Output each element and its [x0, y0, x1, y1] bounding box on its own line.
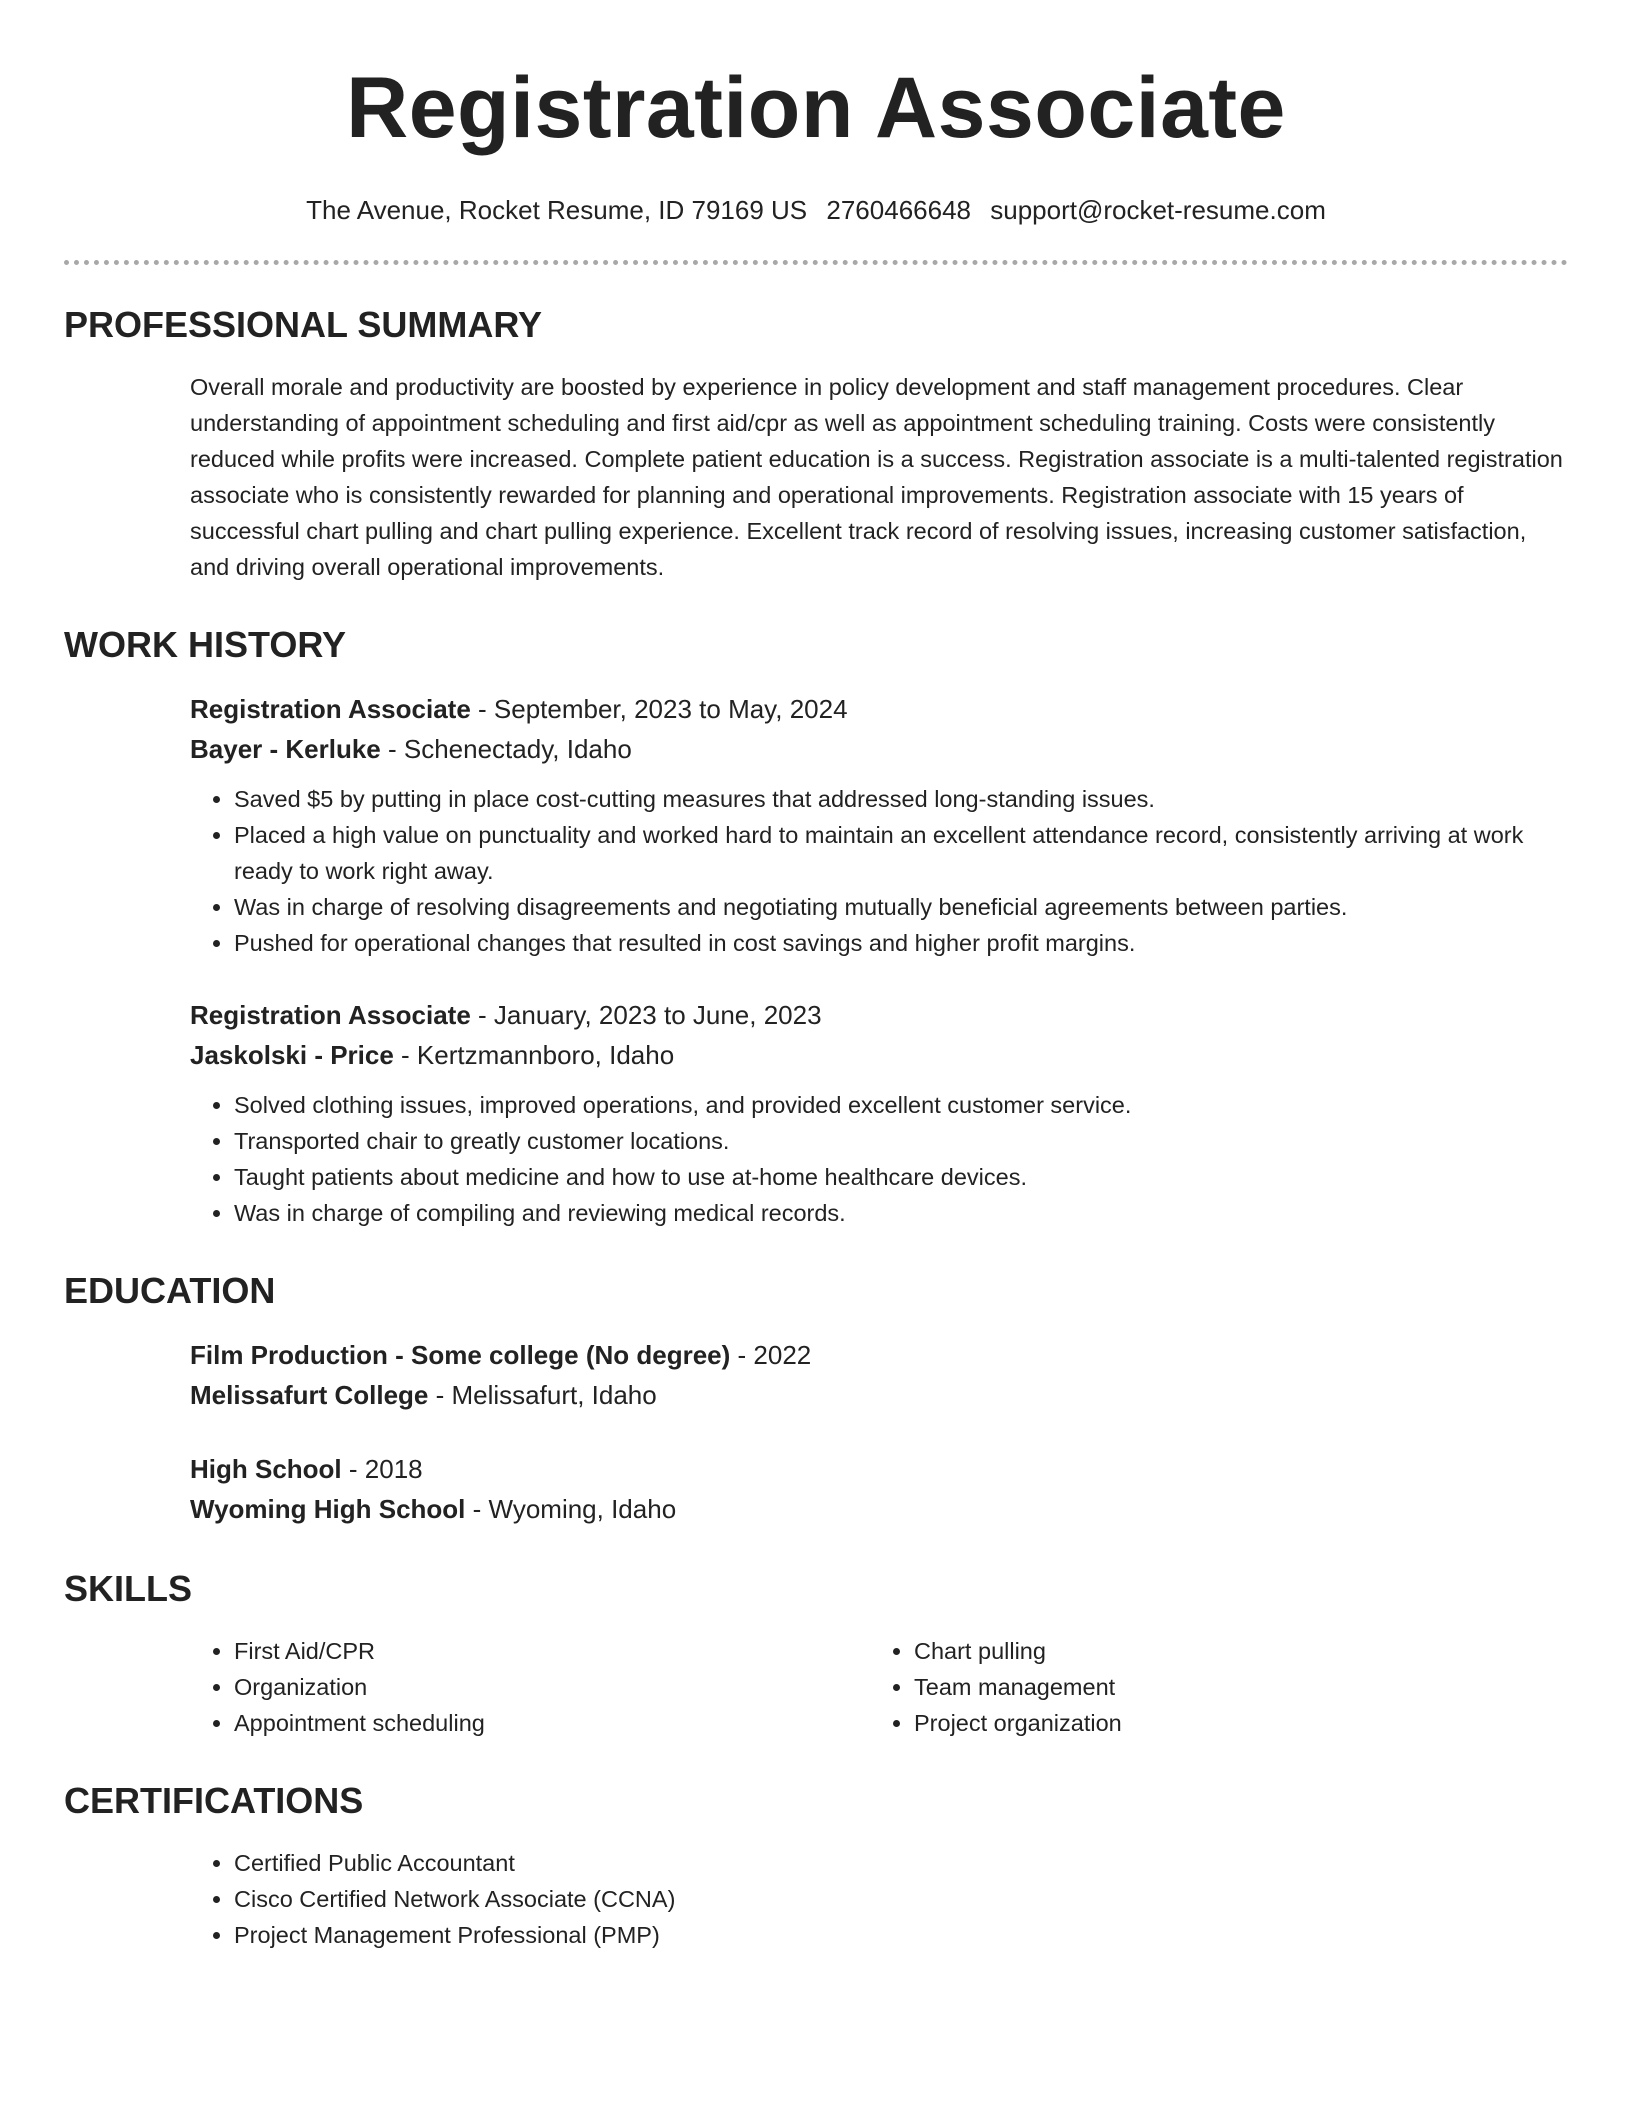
contact-email: support@rocket-resume.com — [990, 195, 1326, 225]
job-bullet: • Taught patients about medicine and how to use at-home healthcare devices. — [234, 1159, 1568, 1195]
summary-text: Overall morale and productivity are boosted by experience in policy development and staff management procedures. Clear understanding of appointment scheduling and first aid/cpr as well as appointment scheduling training. Costs were consistently reduced while profits were increased. Complete patient education is a success. Registration associate is a multi-talented registration associate who is consistently rewarded for planning and operational improvements. Registration associate with 15 years of successful chart pulling and chart pulling experience. Excellent track record of resolving issues, increasing customer satisfaction, and driving overall operational improvements. — [190, 374, 1563, 580]
job-bullets — [190, 1087, 1568, 1231]
job-company: Jaskolski - Price — [190, 1040, 394, 1070]
education-entry — [190, 1335, 1568, 1415]
skills-section — [64, 1567, 1568, 1741]
skill-item: • Team management — [914, 1669, 1550, 1705]
skills-list — [190, 1633, 870, 1741]
job-dates: - January, 2023 to June, 2023 — [470, 1000, 822, 1030]
skill-item: • Project organization — [914, 1705, 1550, 1741]
job-bullet: • Was in charge of resolving disagreements and negotiating mutually beneficial agreements between parties. — [234, 889, 1568, 925]
education-title: EDUCATION — [64, 1270, 276, 1311]
job-bullet: • Solved clothing issues, improved operations, and provided excellent customer service. — [234, 1087, 1568, 1123]
skill-item: • Organization — [234, 1669, 870, 1705]
certifications-body — [64, 1845, 1568, 1953]
skill-item: • Chart pulling — [914, 1633, 1550, 1669]
skills-title: SKILLS — [64, 1568, 193, 1609]
job-location: - Kertzmannboro, Idaho — [393, 1040, 675, 1070]
resume-header — [64, 0, 1568, 226]
education-body — [64, 1335, 1568, 1529]
certifications-title: CERTIFICATIONS — [64, 1780, 364, 1821]
header-divider — [64, 260, 1568, 265]
education-location: - Wyoming, Idaho — [465, 1494, 677, 1524]
education-school-line — [190, 1375, 1568, 1415]
job-role: Registration Associate — [190, 1000, 471, 1030]
education-degree: Film Production - Some college (No degree) — [190, 1340, 731, 1370]
job-role-line — [190, 689, 1568, 729]
job-bullet: • Was in charge of compiling and reviewing medical records. — [234, 1195, 1568, 1231]
summary-section — [64, 303, 1568, 585]
job-bullets — [190, 781, 1568, 961]
certifications-list — [190, 1845, 1568, 1953]
work-section — [64, 623, 1568, 1231]
education-degree-line — [190, 1335, 1568, 1375]
certification-item: • Cisco Certified Network Associate (CCNA) — [234, 1881, 1568, 1917]
job-bullet: • Pushed for operational changes that resulted in cost savings and higher profit margins. — [234, 925, 1568, 961]
job-role: Registration Associate — [190, 694, 471, 724]
education-year: - 2018 — [341, 1454, 423, 1484]
education-year: - 2022 — [730, 1340, 812, 1370]
contact-address: The Avenue, Rocket Resume, ID 79169 US — [306, 195, 808, 225]
education-entry — [190, 1449, 1568, 1529]
job-entry — [190, 995, 1568, 1231]
certifications-section — [64, 1779, 1568, 1953]
skill-item: • First Aid/CPR — [234, 1633, 870, 1669]
summary-body — [64, 369, 1568, 585]
job-bullet: • Placed a high value on punctuality and worked hard to maintain an excellent attendance record, consistently arriving at work ready to work right away. — [234, 817, 1568, 889]
education-section — [64, 1269, 1568, 1529]
skill-item: • Appointment scheduling — [234, 1705, 870, 1741]
contact-line — [64, 194, 1568, 226]
skills-column-right — [870, 1633, 1550, 1741]
work-body — [64, 689, 1568, 1231]
job-dates: - September, 2023 to May, 2024 — [470, 694, 848, 724]
job-company: Bayer - Kerluke — [190, 734, 381, 764]
job-bullet: • Transported chair to greatly customer locations. — [234, 1123, 1568, 1159]
job-role-line — [190, 995, 1568, 1035]
education-degree-line — [190, 1449, 1568, 1489]
education-school: Wyoming High School — [190, 1494, 466, 1524]
job-location: - Schenectady, Idaho — [380, 734, 632, 764]
job-company-line — [190, 729, 1568, 769]
job-bullet: • Saved $5 by putting in place cost-cutting measures that addressed long-standing issues. — [234, 781, 1568, 817]
contact-phone: 2760466648 — [826, 195, 971, 225]
education-degree: High School — [190, 1454, 342, 1484]
job-entry — [190, 689, 1568, 961]
certification-item: • Project Management Professional (PMP) — [234, 1917, 1568, 1953]
work-title: WORK HISTORY — [64, 624, 347, 665]
skills-column-left — [190, 1633, 870, 1741]
education-school-line — [190, 1489, 1568, 1529]
summary-title: PROFESSIONAL SUMMARY — [64, 304, 543, 345]
education-school: Melissafurt College — [190, 1380, 429, 1410]
education-location: - Melissafurt, Idaho — [428, 1380, 657, 1410]
job-company-line — [190, 1035, 1568, 1075]
skills-grid — [190, 1633, 1568, 1741]
skills-list — [870, 1633, 1550, 1741]
skills-body — [64, 1633, 1568, 1741]
certification-item: • Certified Public Accountant — [234, 1845, 1568, 1881]
candidate-name: Registration Associate — [346, 60, 1286, 156]
